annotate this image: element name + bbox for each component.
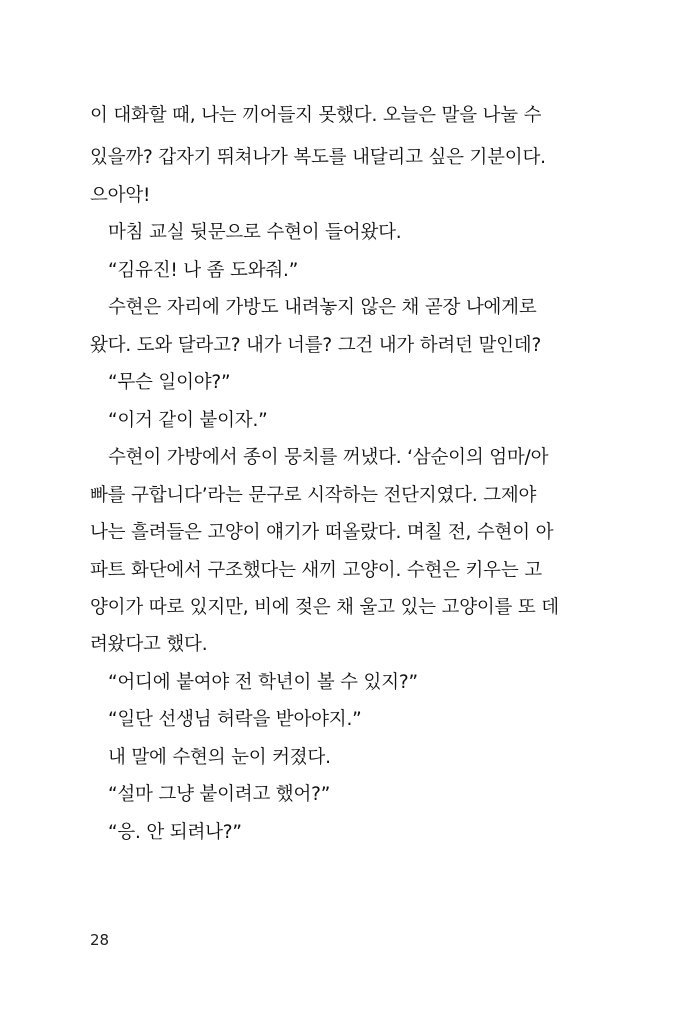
text-line: 마침 교실 뒷문으로 수현이 들어왔다. (108, 222, 402, 243)
text-line: 양이가 따로 있지만, 비에 젖은 채 울고 있는 고양이를 또 데 (90, 597, 559, 618)
text-line: 나는 흘려들은 고양이 얘기가 떠올랐다. 며칠 전, 수현이 아 (90, 522, 554, 543)
text-line: “김유진! 나 좀 도와줘.” (108, 260, 299, 281)
text-line: 파트 화단에서 구조했다는 새끼 고양이. 수현은 키우는 고 (90, 560, 542, 581)
text-line: “설마 그냥 붙이려고 했어?” (108, 784, 331, 805)
text-line: 려왔다고 했다. (90, 634, 208, 655)
text-line: 내 말에 수현의 눈이 커졌다. (108, 747, 331, 768)
text-line: “응. 안 되려나?” (108, 822, 242, 843)
text-line: “일단 선생님 허락을 받아야지.” (108, 709, 362, 730)
text-line: 수현이 가방에서 종이 뭉치를 꺼냈다. ‘삼순이의 엄마/아 (108, 447, 549, 468)
text-line: 있을까? 갑자기 뛰쳐나가 복도를 내달리고 싶은 기분이다. (90, 147, 546, 168)
text-line: 수현은 자리에 가방도 내려놓지 않은 채 곧장 나에게로 (108, 297, 537, 318)
text-line: 이 대화할 때, 나는 끼어들지 못했다. 오늘은 말을 나눌 수 (90, 105, 542, 126)
page-number: 28 (90, 931, 110, 949)
text-line: “어디에 붙여야 전 학년이 볼 수 있지?” (108, 672, 418, 693)
text-line: “무슨 일이야?” (108, 372, 231, 393)
text-line: 왔다. 도와 달라고? 내가 너를? 그건 내가 하려던 말인데? (90, 335, 542, 356)
text-line: “이거 같이 붙이자.” (108, 410, 268, 431)
text-line: 빠를 구합니다’라는 문구로 시작하는 전단지였다. 그제야 (90, 485, 537, 506)
text-line: 으아악! (90, 185, 151, 206)
